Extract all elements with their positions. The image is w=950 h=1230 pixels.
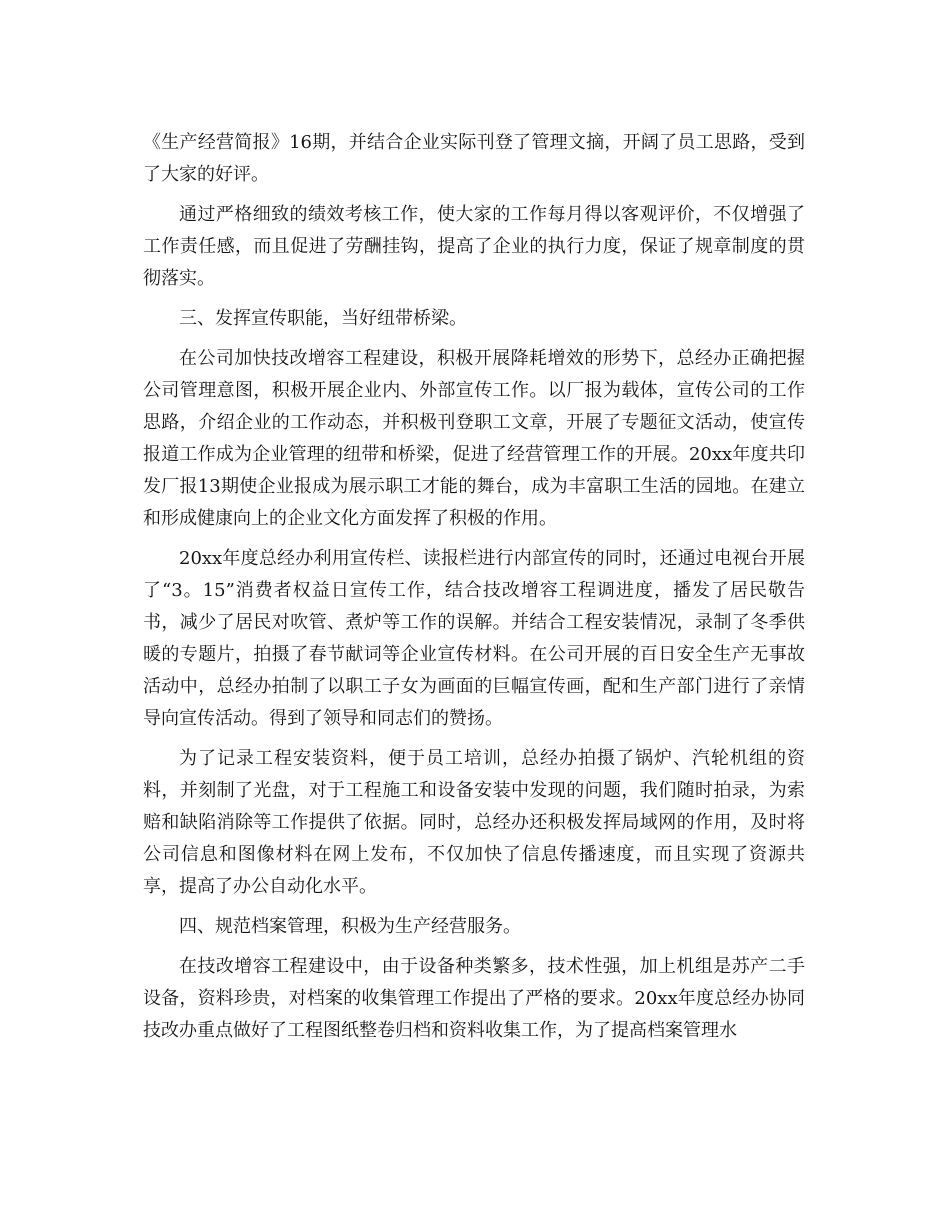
section-heading-archives: 四、规范档案管理，积极为生产经营服务。 [179,916,521,937]
paragraph-recording-materials: 为了记录工程安装资料，便于员工培训，总经办拍摄了锅炉、汽轮机组的资料，并刻制了光盘，对于工程施工和设备安装中发现的问题，我们随时拍录，为索赔和缺陷消除等工作提供了依据。同时，总经办还积极发挥局域网的作用，及时将公司信息和图像材料在网上发布，不仅加快了信息传播速度，而且实现了资源共享，提高了办公自动化水平。 [143,748,805,897]
document-body [143,127,805,1055]
paragraph-publicity-work: 在公司加快技改增容工程建设，积极开展降耗增效的形势下，总经办正确把握公司管理意图，积极开展企业内、外部宣传工作。以厂报为载体，宣传公司的工作思路，介绍企业的工作动态，并积极刊登职工文章，开展了专题征文活动，使宣传报道工作成为企业管理的纽带和桥梁，促进了经营管理工作的开展。20xx年度共印发厂报13期使企业报成为展示职工才能的舞台，成为丰富职工生活的园地。在建立和形成健康向上的企业文化方面发挥了积极的作用。 [143,348,805,529]
section-heading-publicity: 三、发挥宣传职能，当好纽带桥梁。 [179,308,467,329]
paragraph-archive-management: 在技改增容工程建设中，由于设备种类繁多，技术性强，加上机组是苏产二手设备，资料珍贵，对档案的收集管理工作提出了严格的要求。20xx年度总经办协同技改办重点做好了工程图纸整卷归档和资料收集工作，为了提高档案管理水 [143,956,805,1041]
paragraph-performance-review: 通过严格细致的绩效考核工作，使大家的工作每月得以客观评价，不仅增强了工作责任感，而且促进了劳酬挂钩，提高了企业的执行力度，保证了规章制度的贯彻落实。 [143,204,805,289]
paragraph-tv-publicity: 20xx年度总经办利用宣传栏、读报栏进行内部宣传的同时，还通过电视台开展了“3。15”消费者权益日宣传工作，结合技改增容工程调进度，播发了居民敬告书，减少了居民对吹管、煮炉等工作的误解。并结合工程安装情况，录制了冬季供暖的专题片，拍摄了春节献词等企业宣传材料。在公司开展的百日安全生产无事故活动中，总经办拍制了以职工子女为画面的巨幅宣传画，配和生产部门进行了亲情导向宣传活动。得到了领导和同志们的赞扬。 [143,548,805,729]
paragraph-continuation: 《生产经营简报》16期，并结合企业实际刊登了管理文摘，开阔了员工思路，受到了大家的好评。 [143,132,805,185]
